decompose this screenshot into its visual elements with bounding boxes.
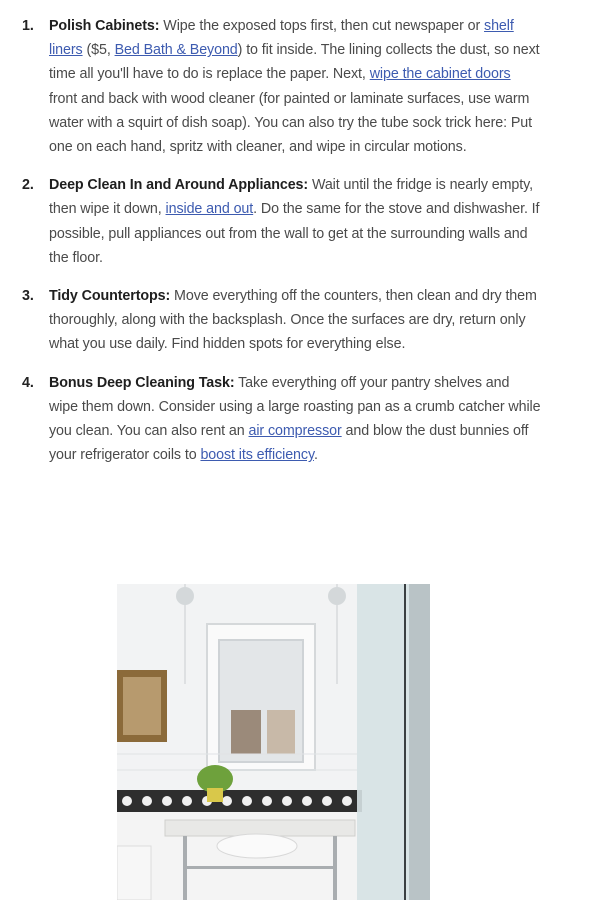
step-text: . Do the same for the stove and dishwasher. If possible, pull appliances out from the wall to get at the surrounding walls and the floor.: [49, 201, 540, 266]
step-text: Wipe the exposed tops first, then cut newspaper or: [159, 18, 485, 34]
boost-efficiency-link[interactable]: boost its efficiency: [200, 447, 314, 464]
bathroom-photo: [117, 584, 430, 900]
list-item: [22, 284, 542, 357]
bathroom-illustration: [117, 584, 430, 900]
step-title: Bonus Deep Cleaning Task:: [49, 374, 235, 391]
list-item: [22, 14, 542, 159]
step-number: 1.: [22, 18, 34, 34]
list-item: [22, 173, 542, 270]
inside-and-out-link[interactable]: inside and out: [165, 201, 254, 218]
wipe-cabinet-doors-link[interactable]: wipe the cabinet doors: [369, 66, 511, 83]
step-text: Take everything off your pantry shelves and wipe them down. Consider using a large roasting pan as a crumb catcher while you clean. You can also rent an: [49, 374, 541, 440]
step-text: front and back with wood cleaner (for painted or laminate surfaces, use warm water with a squirt of dish soap). You can also try the tube sock trick here: Put one on each hand, spritz with cleaner, and wipe in circular motions.: [49, 90, 533, 156]
step-text: .: [313, 447, 318, 464]
step-number: 4.: [22, 374, 34, 391]
step-text: ) to fit inside. The lining collects the dust, so next time all you'll have to do is replace the paper. Next,: [49, 42, 540, 83]
step-number: 2.: [22, 177, 34, 194]
step-title: Polish Cabinets:: [49, 18, 160, 34]
step-text: ($5,: [82, 42, 115, 59]
shelf-liners-link[interactable]: shelf liners: [49, 18, 514, 59]
air-compressor-link[interactable]: air compressor: [248, 423, 342, 440]
step-text: Wait until the fridge is nearly empty, then wipe it down,: [49, 177, 534, 218]
step-title: Deep Clean In and Around Appliances:: [49, 177, 309, 194]
list-item: [22, 371, 542, 468]
cleaning-steps-list: [22, 14, 542, 481]
bed-bath-beyond-link[interactable]: Bed Bath & Beyond: [114, 42, 238, 59]
step-text: Move everything off the counters, then clean and dry them thoroughly, along with the backsplash. Once the surfaces are dry, return only what you use daily. Find hidden spots for everything else.: [49, 288, 537, 353]
step-number: 3.: [22, 288, 34, 305]
step-title: Tidy Countertops:: [49, 288, 171, 305]
step-text: and blow the dust bunnies off your refrigerator coils to: [49, 423, 529, 464]
